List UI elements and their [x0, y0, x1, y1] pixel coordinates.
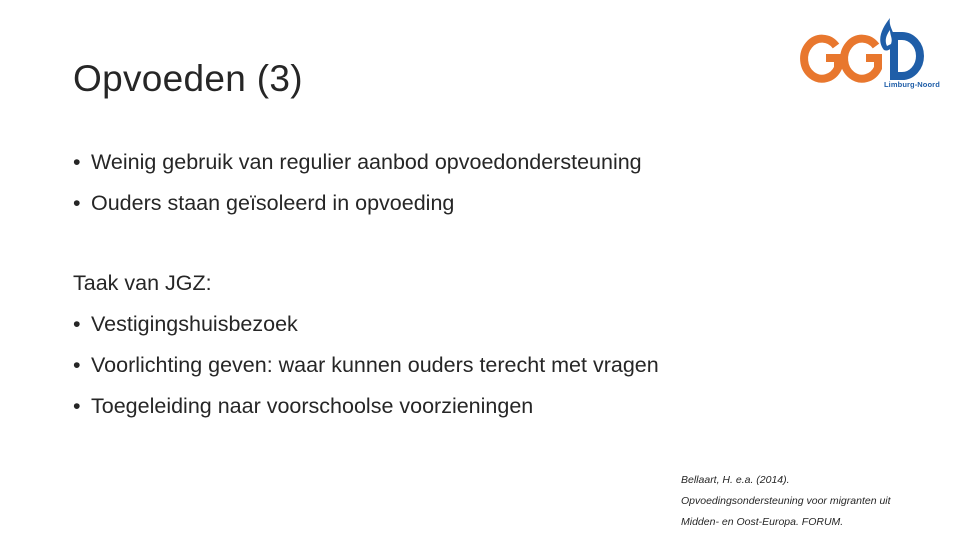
bullet-list-top — [73, 142, 642, 224]
bullet-list-jgz — [73, 304, 659, 427]
reference-line: Midden- en Oost-Europa. FORUM. — [681, 516, 844, 528]
logo-subtitle: Limburg-Noord — [884, 80, 940, 89]
list-item: • Voorlichting geven: waar kunnen ouders terecht met vragen — [73, 345, 659, 386]
list-item: • Toegeleiding naar voorschoolse voorzieningen — [73, 386, 659, 427]
list-item: • Vestigingshuisbezoek — [73, 304, 659, 345]
reference-line: Opvoedingsondersteuning voor migranten uit — [681, 495, 891, 507]
list-item: • Ouders staan geïsoleerd in opvoeding — [73, 183, 642, 224]
reference-citation — [681, 470, 951, 533]
list-item: • Weinig gebruik van regulier aanbod opvoedondersteuning — [73, 142, 642, 183]
slide-title: Opvoeden (3) — [73, 58, 303, 99]
reference-line: Bellaart, H. e.a. (2014). — [681, 474, 790, 486]
section-heading: Taak van JGZ: — [73, 271, 212, 295]
